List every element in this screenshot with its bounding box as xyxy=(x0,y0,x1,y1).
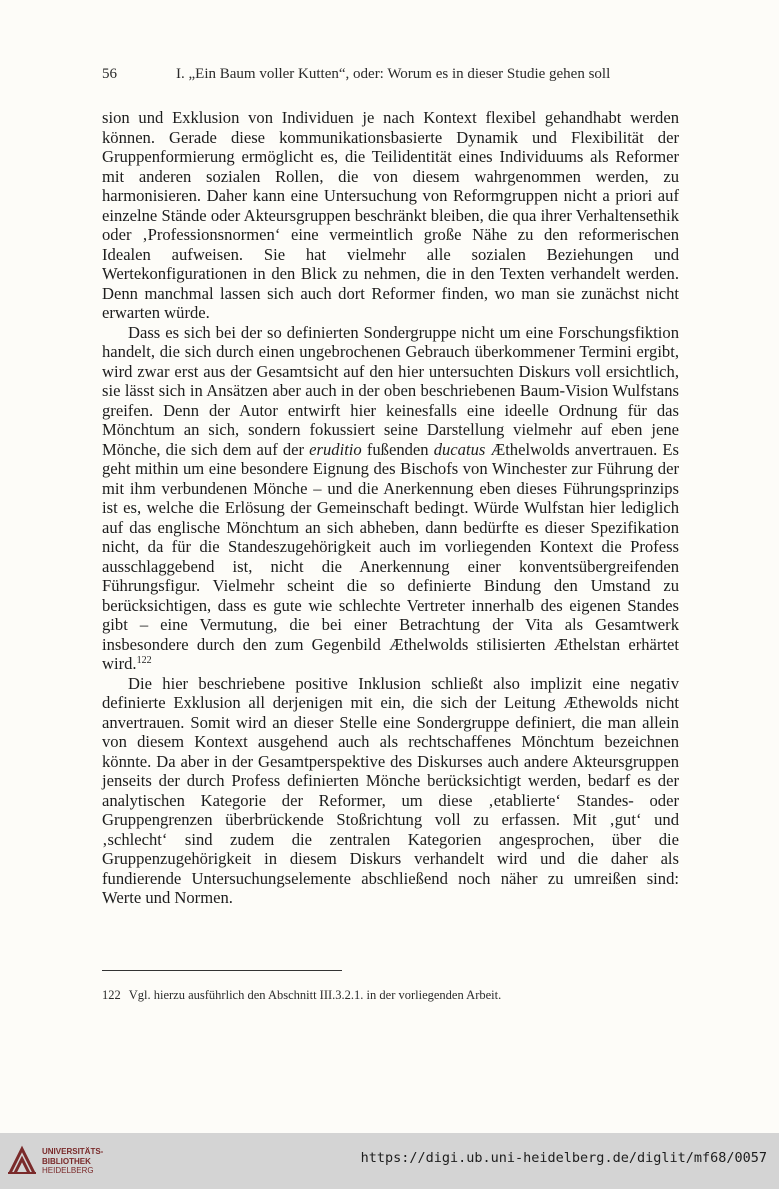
library-name-line1: UNIVERSITÄTS- xyxy=(42,1147,104,1156)
body-text xyxy=(102,108,679,908)
footer-bar xyxy=(0,1133,779,1189)
library-seal-icon xyxy=(8,1145,36,1175)
paragraph-text: Dass es sich bei der so definierten Sondergruppe nicht um eine Forschungsfiktion handelt, die sich durch einen ungebrochenen Gebrauch überkommener Termini ergibt, wird zwar erst aus der Gesamtsicht auf den hier untersuchten Diskurs voll ersichtlich, sie lässt sich in Ansätzen aber auch in der oben beschriebenen Baum-Vision Wulfstans greifen. Denn der Autor entwirft hier keinesfalls eine ideelle Ordnung für das Mönchtum an sich, sondern fokussiert seine Darstellung vielmehr auf eben jene Mönche, die sich dem auf der xyxy=(102,322,679,459)
paragraph xyxy=(102,674,679,908)
paragraph xyxy=(102,323,679,674)
footnote-number: 122 xyxy=(102,988,121,1002)
library-name-line2: BIBLIOTHEK xyxy=(42,1156,91,1166)
italic-term: ducatus xyxy=(433,439,486,459)
library-name xyxy=(42,1147,103,1176)
page-number: 56 xyxy=(102,66,117,82)
footnote-reference[interactable]: 122 xyxy=(136,655,152,666)
running-head-title: I. „Ein Baum voller Kutten“, oder: Worum es in dieser Studie gehen soll xyxy=(176,66,611,82)
paragraph-text: fußenden xyxy=(361,439,434,459)
library-logo[interactable] xyxy=(8,1143,148,1179)
running-head xyxy=(102,66,682,83)
footnote-divider xyxy=(102,970,342,971)
library-name-line3: HEIDELBERG xyxy=(42,1166,94,1175)
paragraph-text: sion und Exklusion von Individuen je nach Kontext flexibel gehandhabt werden können. Gerade diese kommunikationsbasierte Dynamik und Flexibilität der Gruppenformierung ermöglicht es, die Teilidentität eines Individuums als Reformer mit anderen sozialen Rollen, die von diesem wahrgenommen werden, zu harmonisieren. Daher kann eine Untersuchung von Reformgruppen nicht a priori auf einzelne Stände oder Akteursgruppen beschränkt bleiben, die qua ihrer Verhaltensethik oder ‚Professionsnormen‘ eine vermeintlich große Nähe zu den reformerischen Idealen aufweisen. Sie hat vielmehr alle sozialen Beziehungen und Wertekonfigurationen in den Blick zu nehmen, die in den Texten verhandelt werden. Denn manchmal lassen sich auch dort Reformer finden, wo man sie zunächst nicht erwarten würde. xyxy=(102,108,679,322)
paragraph xyxy=(102,108,679,323)
footnote-text: Vgl. hierzu ausführlich den Abschnitt III.3.2.1. in der vorliegenden Arbeit. xyxy=(128,988,502,1002)
footnote xyxy=(102,988,679,1003)
paragraph-text: Æthelwolds anvertrauen. Es geht mithin um eine besondere Eignung des Bischofs von Winchester zur Führung der mit ihm verbundenen Mönche – und die Anerkennung eben dieses Führungsprinzips ist es, welche die Erlösung der Gemeinschaft bedingt. Würde Wulfstan hier lediglich auf das englische Mönchtum an sich abheben, dann bedürfte es dieser Spezifikation nicht, da für die Standeszugehörigkeit auch im vorliegenden Kontext die Profess ausschlaggebend ist, nicht die Anerkennung einer konventsübergreifenden Führungsfigur. Vielmehr scheint die so definierte Bindung den Umstand zu berücksichtigen, dass es gute wie schlechte Vertreter innerhalb des eigenen Standes gibt – eine Vermutung, die bei einer Betrachtung der Vita als Gesamtwerk insbesondere durch den zum Gegenbild Æthelwolds stilisierten Æthelstan erhärtet wird. xyxy=(102,439,680,673)
paragraph-text: Die hier beschriebene positive Inklusion schließt also implizit eine negativ definierte Exklusion all derjenigen mit ein, die sich der Leitung Æthewolds nicht anvertrauen. Somit wird an dieser Stelle eine Sondergruppe definiert, die man allein von diesem Kontext ausgehend auch als rechtschaffenes Mönchtum bezeichnen könnte. Da aber in der Gesamtperspektive des Diskurses auch andere Akteursgruppen jenseits der durch Profess definierten Mönche berücksichtigt werden, bedarf es der analytischen Kategorie der Reformer, um diese ‚etablierte‘ Standes- oder Gruppengrenzen überbrückende Stoßrichtung voll zu erfassen. Mit ‚gut‘ und ‚schlecht‘ sind zudem die zentralen Kategorien angesprochen, über die Gruppenzugehörigkeit in diesem Diskurs verhandelt wird und die daher als fundierende Untersuchungselemente abschließend noch näher zu umreißen sind: Werte und Normen. xyxy=(102,673,679,907)
permalink-url[interactable]: https://digi.ub.uni-heidelberg.de/diglit/mf68/0057 xyxy=(360,1150,767,1166)
italic-term: eruditio xyxy=(309,439,362,459)
